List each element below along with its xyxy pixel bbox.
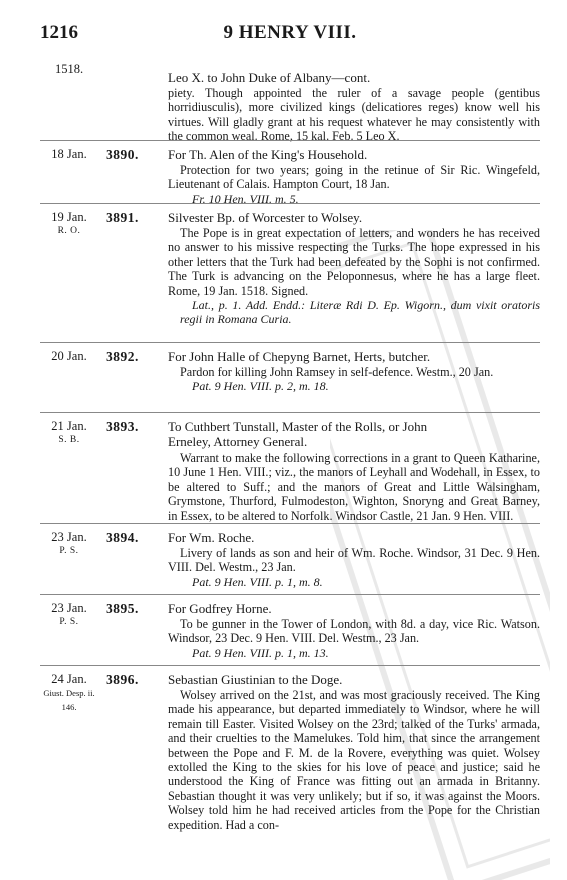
divider [40, 203, 540, 204]
entry-body: Livery of lands as son and heir of Wm. Roche. Windsor, 31 Dec. 9 Hen. VIII. Del. Westm., 23 Jan. Pat. 9 Hen. VIII. p. 1, m. 8. [168, 546, 540, 589]
entry-title: Sebastian Giustinian to the Doge. [168, 672, 343, 687]
entry-source: P. S. [59, 617, 79, 627]
entry-body: Warrant to make the following corrections in a grant to Queen Katharine, 10 June 1 Hen. VIII.; viz., the manors of Leyhall and Wodehall, in Essex, to be altered to Suff.; and the manors of Great and Little Walsingham, Grymstone, Thurford, Fulmodeston, Wighton, Snoryng and Great Barney, in Essex, to be altered to Norfolk. Windsor Castle, 21 Jan. 9 Hen. VIII. [168, 451, 540, 523]
divider [40, 523, 540, 524]
entry-date: 23 Jan. P. S. [40, 601, 98, 629]
entry-reference: Fr. 10 Hen. VIII. m. 5. [192, 191, 299, 206]
entry-number: 3891. [106, 210, 139, 225]
entry-source: R. O. [57, 226, 81, 236]
entry-number: 3892. [106, 349, 139, 364]
entry-reference: Lat., p. 1. Add. Endd.: Literæ Rdi D. Ep. Wigorn., dum vixit oratoris regii in Romana Curia. [180, 298, 540, 327]
entry-title: Leo X. to John Duke of Albany—cont. [168, 70, 371, 85]
page-header [40, 22, 540, 44]
entry-title-continuation: Erneley, Attorney General. [168, 434, 308, 449]
entry-title: For Th. Alen of the King's Household. [168, 147, 368, 162]
entry-date: 23 Jan. P. S. [40, 530, 98, 558]
divider [40, 412, 540, 413]
entry-title: For John Halle of Chepyng Barnet, Herts, butcher. [168, 349, 431, 364]
entry-source: S. B. [58, 435, 80, 445]
entry-body: To be gunner in the Tower of London, with 8d. a day, vice Ric. Watson. Windsor, 23 Dec. 9 Hen. VIII. Del. Westm., 23 Jan. Pat. 9 Hen. VIII. p. 1, m. 13. [168, 617, 540, 660]
entry-body: Protection for two years; going in the retinue of Sir Ric. Wingefeld, Lieutenant of Calais. Hampton Court, 18 Jan. Fr. 10 Hen. VIII. m. 5. [168, 163, 540, 206]
entry-body: piety. Though appointed the ruler of a savage people (gentibus horridiusculis), more civilized kings (delicatiores reges) know well his virtues. Will gladly grant at his request whatever he may consistently with the common weal. Rome, 15 kal. Feb. 5 Leo X. [168, 86, 540, 144]
entry-number: 3895. [106, 601, 139, 616]
divider [40, 665, 540, 666]
entry-number: 3894. [106, 530, 139, 545]
divider [40, 140, 540, 141]
entry-date: 21 Jan. S. B. [40, 419, 98, 447]
divider [40, 594, 540, 595]
divider [40, 342, 540, 343]
entry-date: 1518. [54, 62, 84, 76]
entry-title: For Godfrey Horne. [168, 601, 272, 616]
entry-date: 24 Jan. Giust. Desp. ii. 146. [40, 672, 98, 714]
entry-reference: Pat. 9 Hen. VIII. p. 1, m. 13. [192, 645, 329, 660]
entry-title: To Cuthbert Tunstall, Master of the Rolls, or John [168, 419, 428, 434]
entry-date: 19 Jan. R. O. [40, 210, 98, 238]
entry-title: For Wm. Roche. [168, 530, 255, 545]
entry-source: P. S. [59, 546, 79, 556]
entry-body: Wolsey arrived on the 21st, and was most graciously received. The King made his appearance, but departed immediately to Windsor, where he will remain till Easter. Visited Wolsey on the 23rd; talked of the Turks' armada, and their cruelties to the Mamelukes. Told him, that since the arrangement between the Pope and F. M. de la Rovere, everything was quiet. Wolsey extolled the King to the skies for his love of peace and justice; said he understood the King of France was fitting out an armada in Britanny. Sebastian thought it was very unlikely; but if so, it was against the Moors. Wolsey told him he had received articles from the Pope for the Christian expedition. Had a con- [168, 688, 540, 832]
entry-number: 3896. [106, 672, 139, 687]
entry-number: 3893. [106, 419, 139, 434]
entry-reference: Pat. 9 Hen. VIII. p. 2, m. 18. [192, 379, 329, 394]
entry-body: The Pope is in great expectation of letters, and wonders he has received no answer to his missive respecting the Turks. The hope expressed in his other letters that the Turk had been defeated by the Sophi is not confirmed. The Turk is advancing on the Peloponnesus, where he has a large fleet. Rome, 19 Jan. 1518. Signed. Lat., p. 1. Add. Endd.: Literæ Rdi D. Ep. Wigorn., dum vixit oratoris regii in Romana Curia. [168, 226, 540, 327]
entry-date: 18 Jan. [51, 147, 87, 161]
entry-date: 20 Jan. [51, 349, 87, 363]
entry-title: Silvester Bp. of Worcester to Wolsey. [168, 210, 363, 225]
entry-body: Pardon for killing John Ramsey in self-defence. Westm., 20 Jan. Pat. 9 Hen. VIII. p. 2, m. 18. [168, 365, 540, 393]
entry-number: 3890. [106, 147, 139, 162]
entry-source: Giust. Desp. ii. 146. [43, 688, 95, 712]
running-title: 9 HENRY VIII. [223, 22, 357, 43]
page-number: 1216 [40, 22, 78, 43]
entry-reference: Pat. 9 Hen. VIII. p. 1, m. 8. [192, 574, 323, 589]
